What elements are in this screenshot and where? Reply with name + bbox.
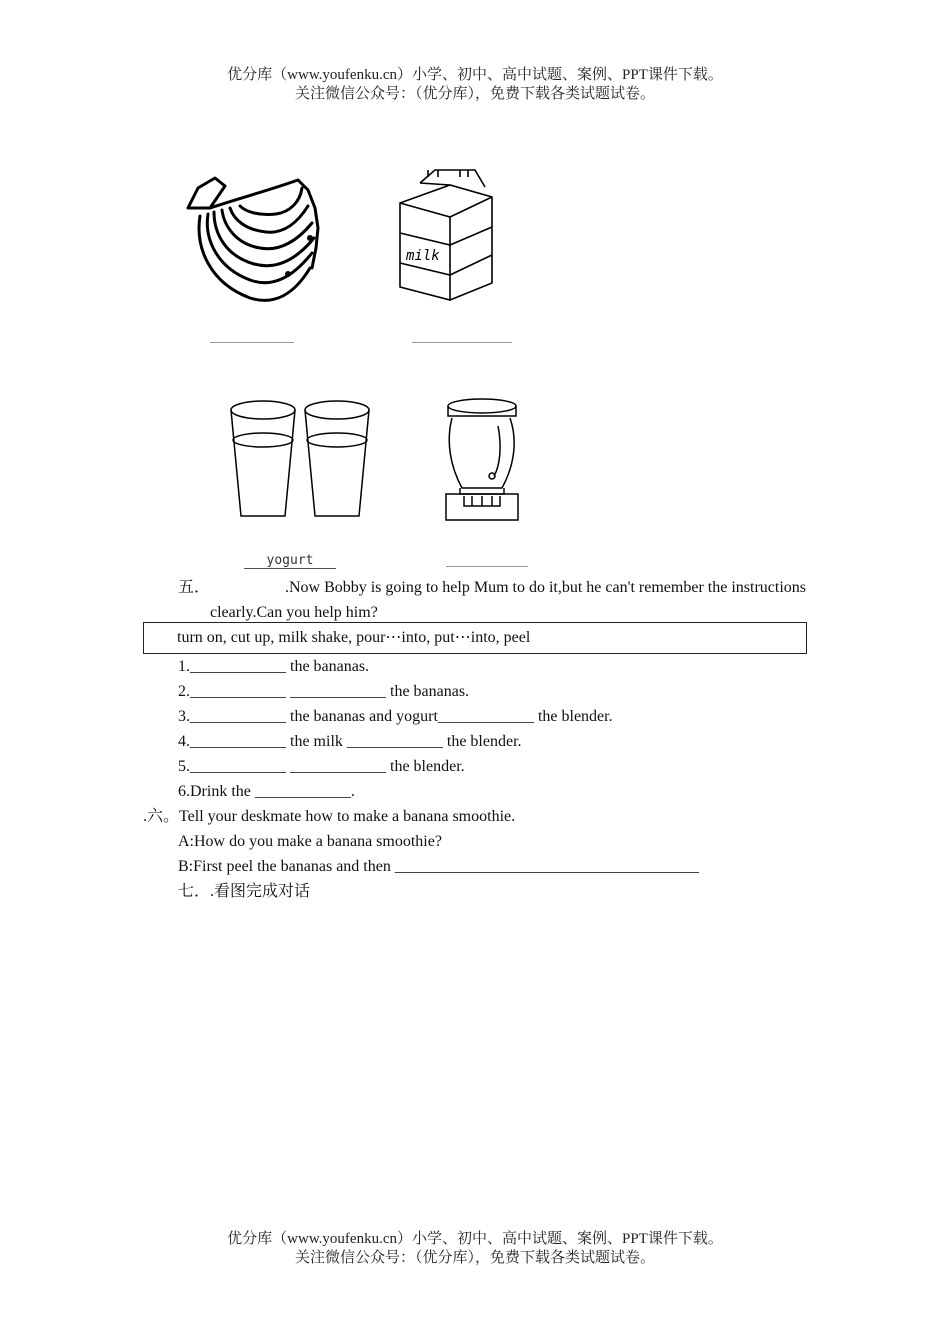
exercise-item-3: 3.____________ the bananas and yogurt____________ the blender. [178, 708, 613, 725]
milk-carton-icon [390, 165, 500, 305]
section5-number: 五． [178, 579, 211, 596]
section5-title-part2: clearly.Can you help him? [210, 604, 378, 621]
answer-blank-2[interactable] [412, 342, 512, 343]
header-line-2: 关注微信公众号：（优分库），免费下载各类试题试卷。 [294, 86, 655, 102]
answer-label-yogurt: yogurt [244, 553, 336, 569]
page-footer [0, 1230, 950, 1268]
section5-title-part1: .Now Bobby is going to help Mum to do it,but he can't remember the instructions [284, 579, 806, 596]
exercise-item-6: 6.Drink the ____________. [178, 783, 355, 800]
answer-blank-1[interactable] [210, 342, 294, 343]
page-header [0, 66, 950, 104]
footer-line-1: 优分库（www.youfenku.cn）小学、初中、高中试题、案例、PPT课件下载。 [227, 1231, 723, 1247]
exercise-item-4: 4.____________ the milk ____________ the blender. [178, 733, 522, 750]
section7-title: 七．.看图完成对话 [178, 883, 311, 900]
yogurt-glasses-icon [225, 398, 375, 523]
exercise-item-1: 1.____________ the bananas. [178, 658, 370, 675]
footer-line-2: 关注微信公众号：（优分库），免费下载各类试题试卷。 [294, 1250, 655, 1266]
blender-icon [440, 396, 525, 524]
dialogue-line-a: A:How do you make a banana smoothie? [178, 833, 442, 850]
word-box-text: turn on, cut up, milk shake, pour⋯into, put⋯into, peel [177, 629, 531, 646]
word-box [143, 622, 807, 654]
bananas-icon [180, 168, 325, 308]
header-line-1: 优分库（www.youfenku.cn）小学、初中、高中试题、案例、PPT课件下载。 [227, 67, 723, 83]
dialogue-line-b: B:First peel the bananas and then ______________________________________ [178, 858, 699, 875]
exercise-item-5: 5.____________ ____________ the blender. [178, 758, 465, 775]
section5-title [178, 575, 806, 625]
exercise-item-2: 2.____________ ____________ the bananas. [178, 683, 470, 700]
milk-carton-text: milk [406, 248, 440, 264]
answer-blank-4[interactable] [446, 566, 528, 567]
section6-title: .六。Tell your deskmate how to make a banana smoothie. [143, 808, 516, 825]
